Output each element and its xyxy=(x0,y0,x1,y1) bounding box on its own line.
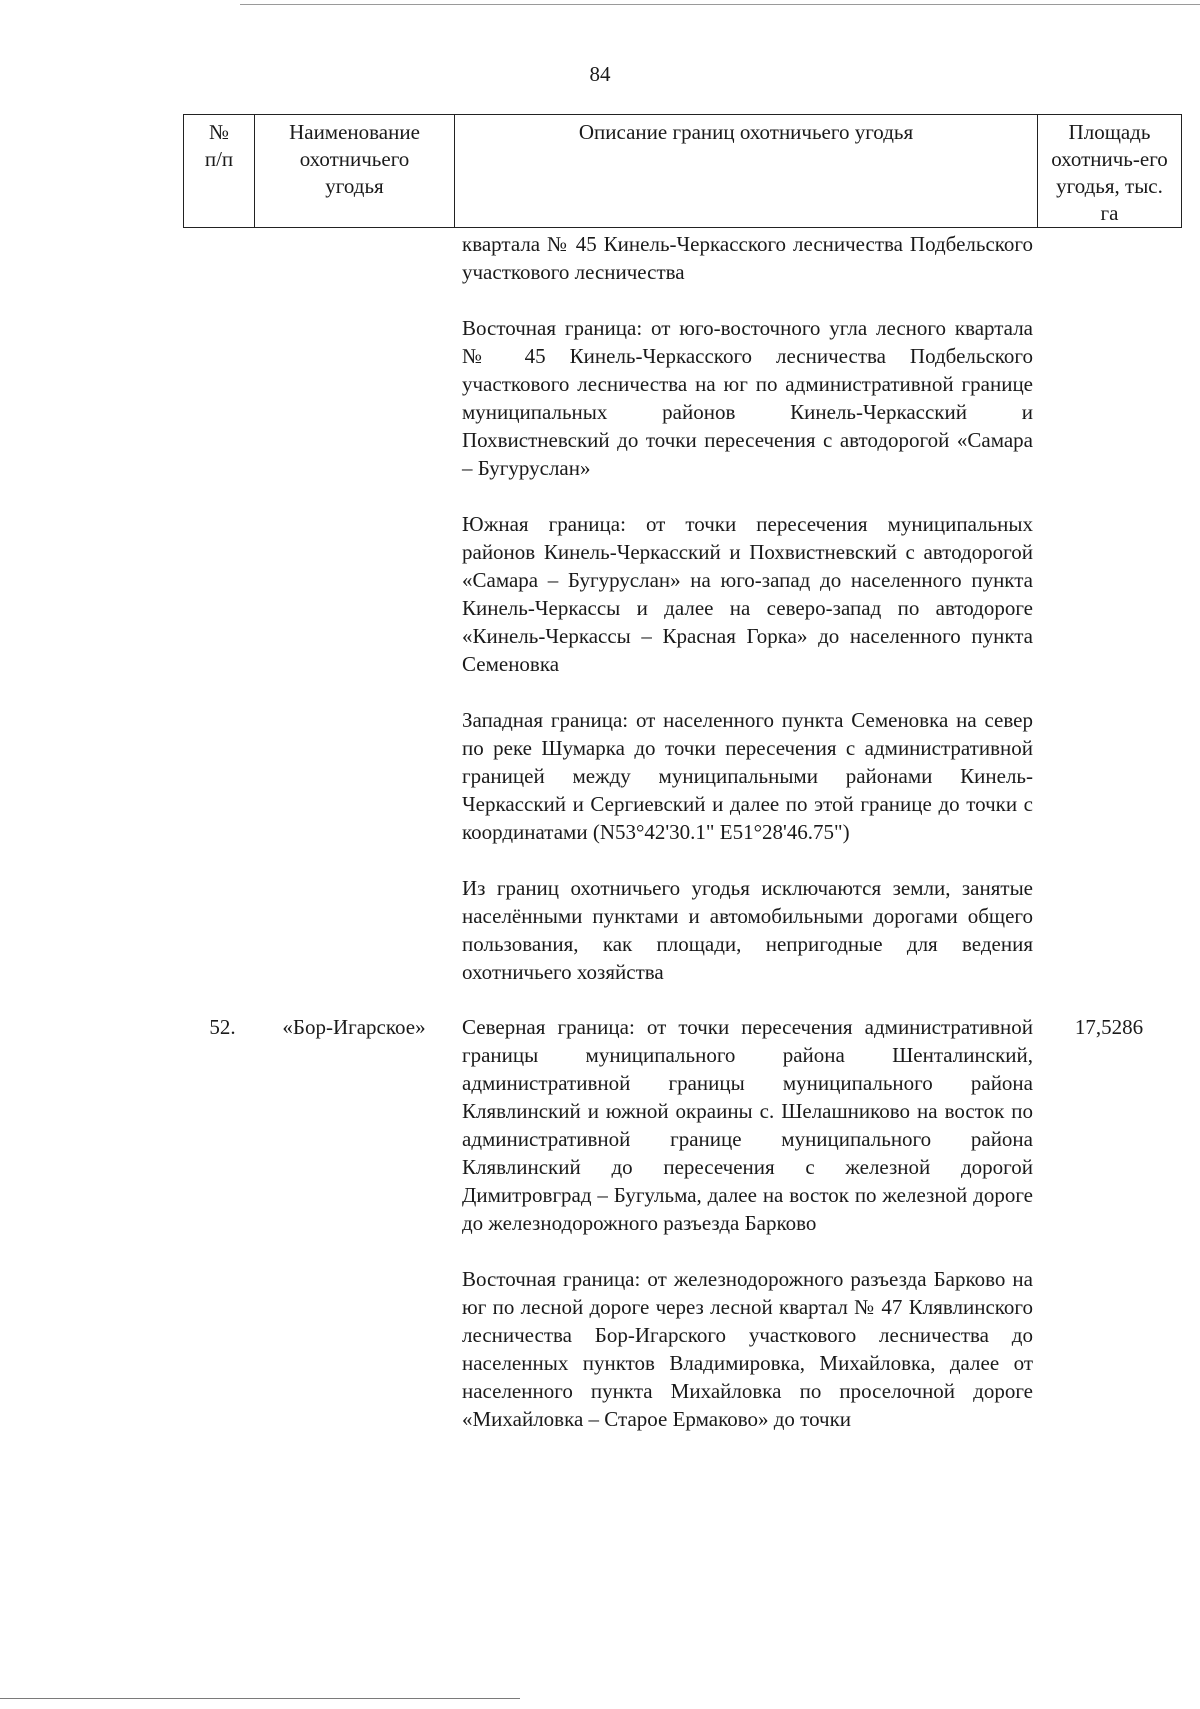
table-header xyxy=(183,114,1182,228)
hunting-ground-name xyxy=(254,230,454,986)
description-paragraph: квартала № 45 Кинель-Черкасского лесничества Подбельского участкового лесничества xyxy=(462,232,1033,284)
table-row xyxy=(183,1013,1181,1433)
boundary-description xyxy=(454,1013,1037,1433)
row-number: 52. xyxy=(209,1015,236,1039)
header-name-label: Наименование охотничьего угодья xyxy=(289,120,420,198)
description-paragraph-east: Восточная граница: от юго-восточного угла лесного квартала № 45 Кинель-Черкасского лесничества Подбельского участкового лесничества на юг по административной границе муниципальных районов Кинель-Черкасский и Похвистневский до точки пересечения с автодорогой «Самара – Бугуруслан» xyxy=(462,316,1033,480)
description-paragraph-north: Северная граница: от точки пересечения административной границы муниципального района Шенталинский, административной границы муниципального района Клявлинский и южной окраины с. Шелашниково на восток по административной границе муниципального района Клявлинский до пересечения с железной дорогой Димитровград – Бугульма, далее на восток по железной дороге до железнодорожного разъезда Барково xyxy=(462,1015,1033,1235)
table-header-row xyxy=(184,115,1182,228)
boundary-description xyxy=(454,230,1037,986)
scan-edge-line-top xyxy=(240,4,1200,5)
area-value: 17,5286 xyxy=(1074,1015,1144,1039)
header-cell-name xyxy=(255,115,455,228)
row-number xyxy=(183,230,254,986)
header-cell-num xyxy=(184,115,255,228)
header-description-label: Описание границ охотничьего угодья xyxy=(578,120,914,144)
hunting-ground-name: «Бор-Игарское» xyxy=(282,1015,426,1039)
header-cell-area xyxy=(1038,115,1182,228)
scan-edge-line-bottom xyxy=(0,1698,520,1699)
description-paragraph-exclusions: Из границ охотничьего угодья исключаются земли, занятые населёнными пунктами и автомобильными дорогами общего пользования, как площади, непригодные для ведения охотничьего хозяйства xyxy=(462,876,1033,984)
description-paragraph-west: Западная граница: от населенного пункта Семеновка на север по реке Шумарка до точки пересечения с административной границей между муниципальными районами Кинель-Черкасский и Сергиевский и далее по этой границе до точки с координатами (N53°42'30.1" E51°28'46.75") xyxy=(462,708,1033,844)
description-paragraph-east: Восточная граница: от железнодорожного разъезда Барково на юг по лесной дороге через лесной квартал № 47 Клявлинского лесничества Бор-Игарского участкового лесничества до населенных пунктов Владимировка, Михайловка, далее от населенного пункта Михайловка по проселочной дороге «Михайловка – Старое Ермаково» до точки xyxy=(462,1267,1033,1431)
page-number: 84 xyxy=(589,62,611,86)
area-value xyxy=(1037,230,1181,986)
description-paragraph-south: Южная граница: от точки пересечения муниципальных районов Кинель-Черкасский и Похвистневский с автодорогой «Самара – Бугуруслан» на юго-запад до населенного пункта Кинель-Черкассы и далее на северо-запад по автодороге «Кинель-Черкассы – Красная Горка» до населенного пункта Семеновка xyxy=(462,512,1033,676)
header-num-label: № п/п xyxy=(204,120,234,171)
table-row xyxy=(183,230,1181,986)
header-cell-description xyxy=(455,115,1038,228)
table-body xyxy=(183,230,1181,1433)
header-area-label: Площадь охотничь-его угодья, тыс. га xyxy=(1051,120,1168,225)
